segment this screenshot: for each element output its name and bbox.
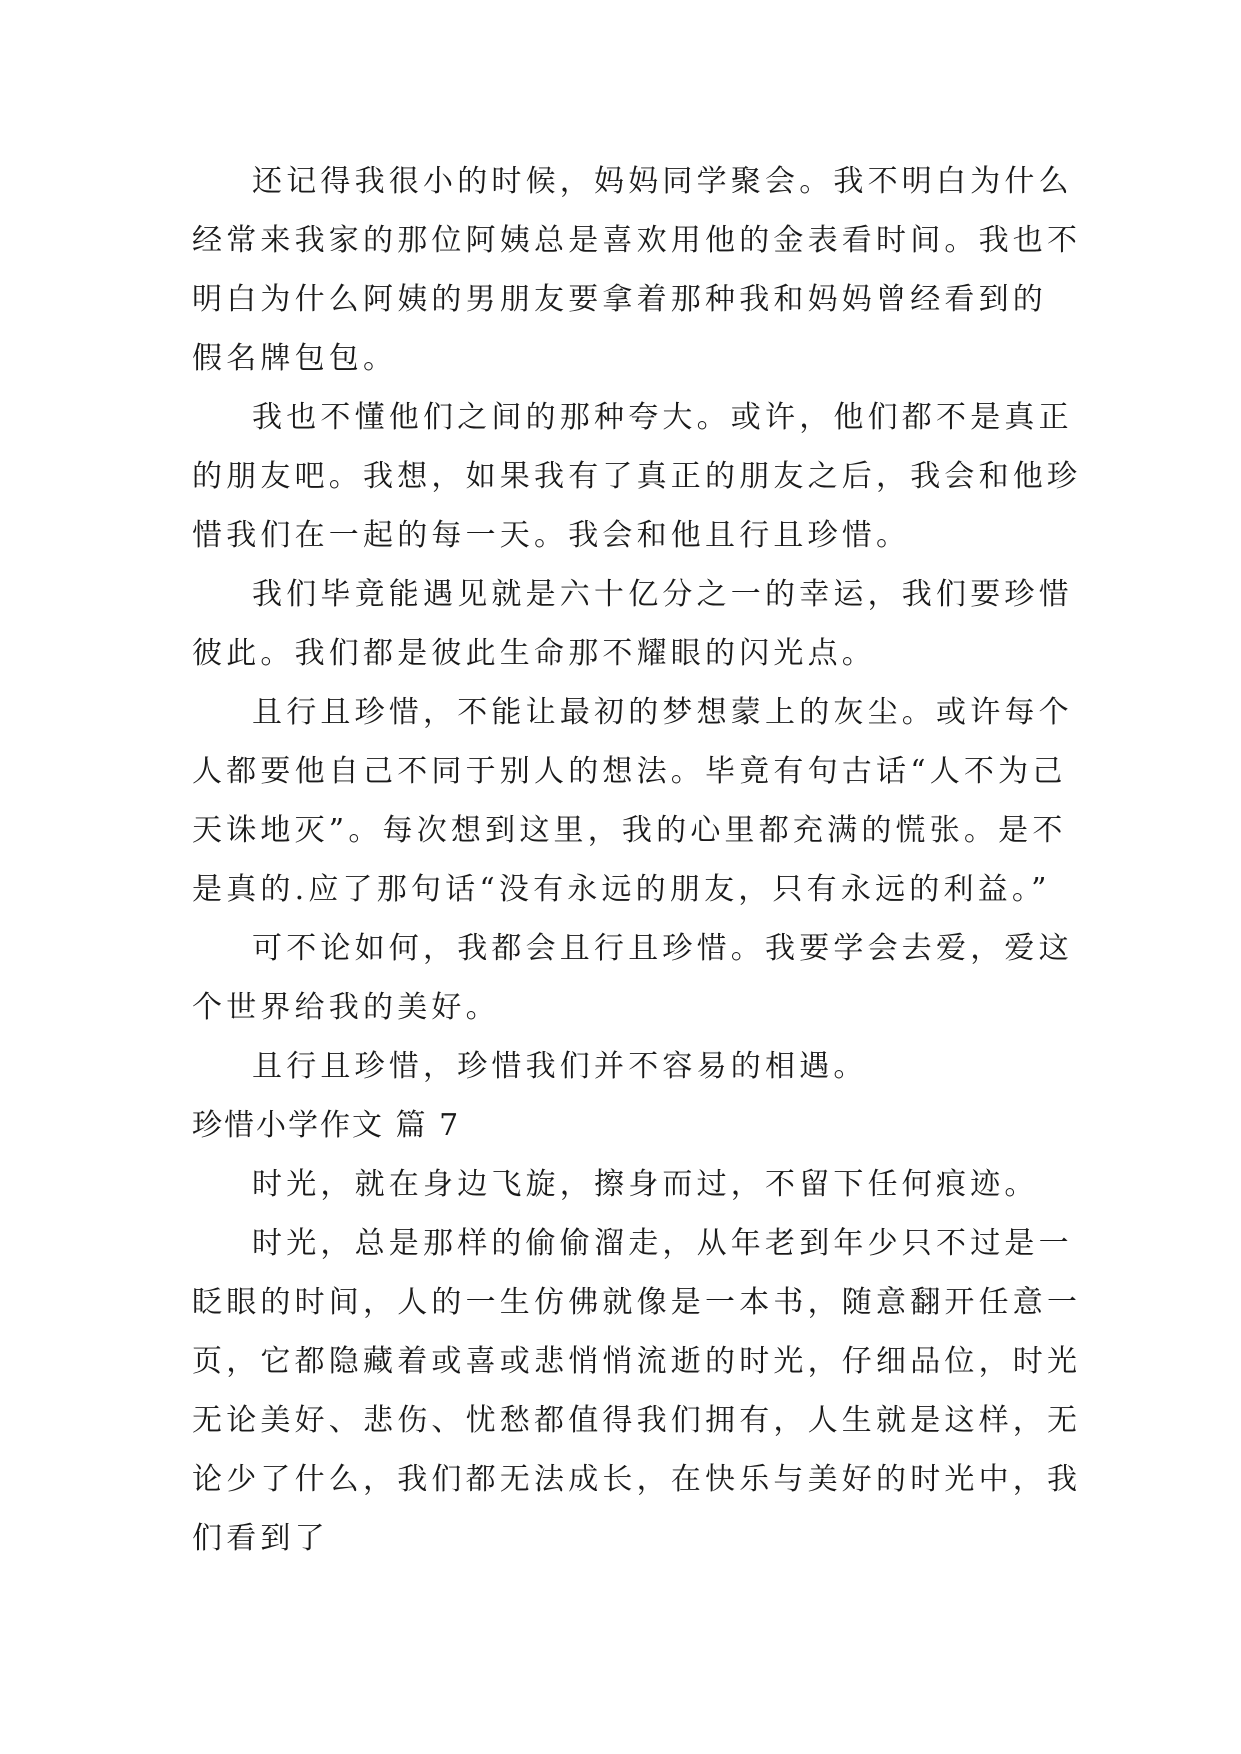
- text-line: 还记得我很小的时候，妈妈同学聚会。我不明白为什么: [252, 164, 1073, 199]
- text-line: 个世界给我的美好。: [192, 990, 500, 1025]
- text-line: 论少了什么，我们都无法成长，在快乐与美好的时光中，我: [192, 1462, 1082, 1497]
- text-line: 彼此。我们都是彼此生命那不耀眼的闪光点。: [192, 636, 876, 671]
- text-line: 是真的.应了那句话“没有永远的朋友，只有永远的利益。”: [192, 872, 1051, 907]
- text-line: 的朋友吧。我想，如果我有了真正的朋友之后，我会和他珍: [192, 459, 1082, 494]
- text-line: 天诛地灭”。每次想到这里，我的心里都充满的慌张。是不: [192, 813, 1067, 848]
- text-line: 时光，就在身边飞旋，擦身而过，不留下任何痕迹。: [252, 1167, 1039, 1202]
- text-line: 明白为什么阿姨的男朋友要拿着那种我和妈妈曾经看到的: [192, 282, 1047, 317]
- text-line: 我们毕竟能遇见就是六十亿分之一的幸运，我们要珍惜: [252, 577, 1073, 612]
- text-line: 人都要他自己不同于别人的想法。毕竟有句古话“人不为己: [192, 754, 1067, 789]
- text-line: 经常来我家的那位阿姨总是喜欢用他的金表看时间。我也不: [192, 223, 1082, 258]
- text-line: 且行且珍惜，不能让最初的梦想蒙上的灰尘。或许每个: [252, 695, 1073, 730]
- text-line: 们看到了: [192, 1521, 329, 1556]
- text-line: 我也不懂他们之间的那种夸大。或许，他们都不是真正: [252, 400, 1073, 435]
- text-line: 无论美好、悲伤、忧愁都值得我们拥有，人生就是这样，无: [192, 1403, 1082, 1438]
- text-line: 时光，总是那样的偷偷溜走，从年老到年少只不过是一: [252, 1226, 1073, 1261]
- text-line: 假名牌包包。: [192, 341, 398, 376]
- section-heading: 珍惜小学作文 篇 7: [192, 1108, 461, 1143]
- text-line: 可不论如何，我都会且行且珍惜。我要学会去爱，爱这: [252, 931, 1073, 966]
- text-line: 且行且珍惜，珍惜我们并不容易的相遇。: [252, 1049, 868, 1084]
- text-line: 页，它都隐藏着或喜或悲悄悄流逝的时光，仔细品位，时光: [192, 1344, 1082, 1379]
- text-line: 惜我们在一起的每一天。我会和他且行且珍惜。: [192, 518, 911, 553]
- text-line: 眨眼的时间，人的一生仿佛就像是一本书，随意翻开任意一: [192, 1285, 1082, 1320]
